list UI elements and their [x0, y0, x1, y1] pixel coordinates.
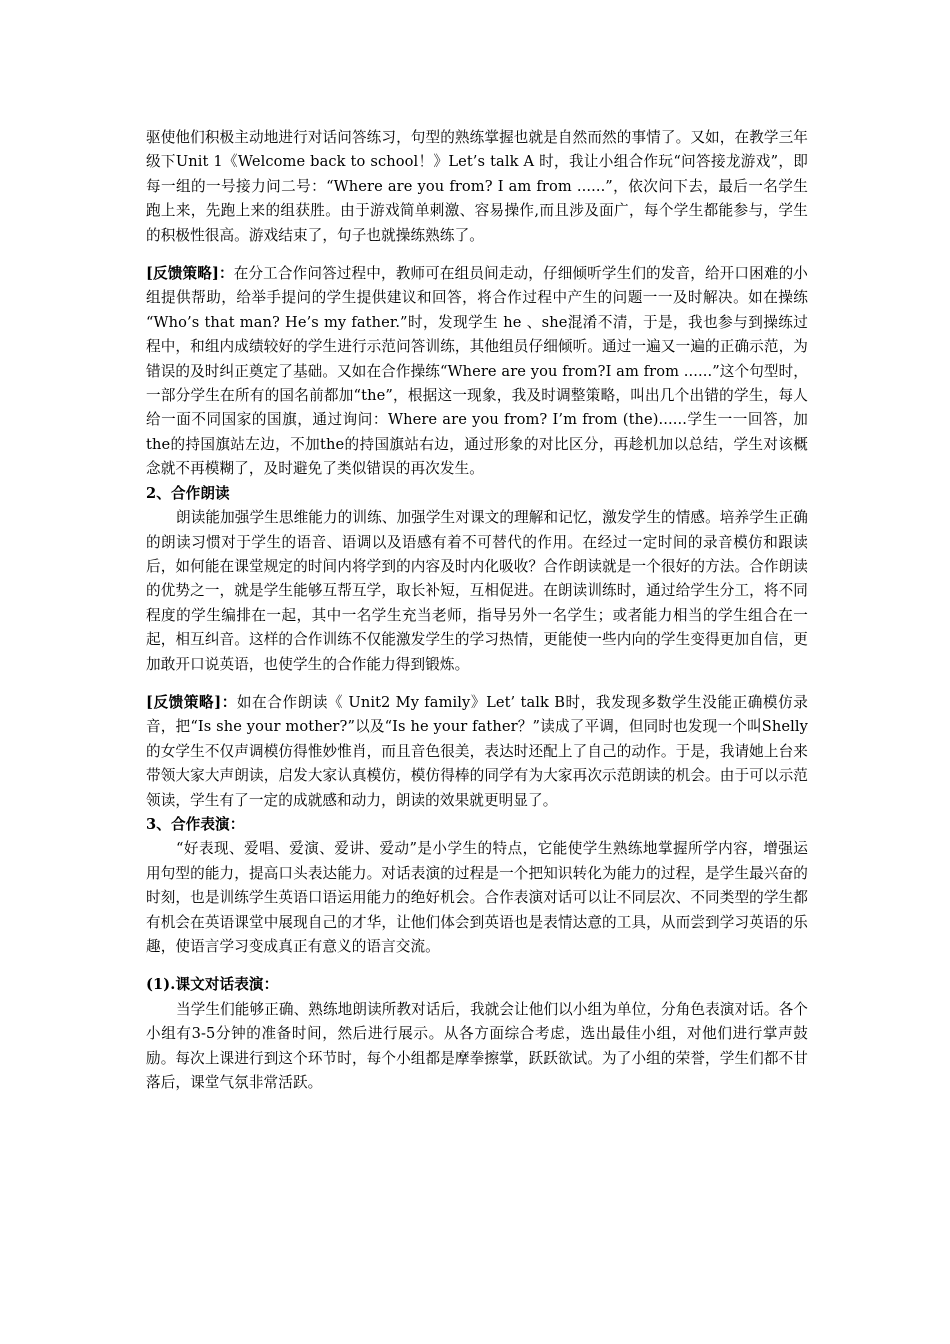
feedback-text: 在分工合作问答过程中，教师可在组员间走动，仔细倾听学生们的发音，给开口困难的小组提供帮助，给举手提问的学生提供建议和回答，将合作过程中产生的问题一一及时解决。如在操练 “Who’s that man? He’s my father.”时，发现学生 he 、she混淆不清，于是，我也参与到操练过程中，和组内成绩较好的学生进行示范问答训练，其他组员仔细倾听。通过一遍又一遍的正确示范，为错误的及时纠正奠定了基础。又如在合作操练“Where are you from?I am from ......”这个句型时，一部分学生在所有的国名前都加“the”，根据这一现象，我及时调整策略，叫出几个出错的学生，每人给一面不同国家的国旗，通过询问：Where are you from? I’m from (the)......学生一一回答，加the的持国旗站左边，不加the的持国旗站右边，通过形象的对比区分，再趁机加以总结，学生对该概念就不再模糊了，及时避免了类似错误的再次发生。 [146, 265, 809, 478]
feedback-label: [反馈策略]： [146, 693, 237, 711]
section-heading-cooperative-performance: 3、合作表演： [146, 815, 245, 833]
paragraph-feedback-2 [146, 691, 808, 813]
feedback-text: 如在合作朗读《 Unit2 My family》Let’ talk B时，我发现多数学生没能正确模仿录音，把“Is she your mother?”以及“Is he your father？”读成了平调，但同时也发现一个叫Shelly的女学生不仅声调模仿得惟妙惟肖，而且音色很美，表达时还配上了自己的动作。于是，我请她上台来带领大家大声朗读，启发大家认真模仿，模仿得棒的同学有为大家再次示范朗读的机会。由于可以示范领读，学生有了一定的成就感和动力，朗读的效果就更明显了。 [146, 693, 808, 809]
feedback-label: [反馈策略]： [146, 265, 234, 283]
paragraph-cooperative-performance: “好表现、爱唱、爱演、爱讲、爱动”是小学生的特点，它能使学生熟练地掌握所学内容，增强运用句型的能力，提高口头表达能力。对话表演的过程是一个把知识转化为能力的过程，是学生最兴奋的时刻，也是训练学生英语口语运用能力的绝好机会。合作表演对话可以让不同层次、不同类型的学生都有机会在英语课堂中展现自己的才华，让他们体会到英语也是表情达意的工具，从而尝到学习英语的乐趣，使语言学习变成真正有意义的语言交流。 [146, 840, 808, 955]
paragraph-game-relay: 驱使他们积极主动地进行对话问答练习，句型的熟练掌握也就是自然而然的事情了。又如，在教学三年级下Unit 1《Welcome back to school！》Let’s talk A 时，我让小组合作玩“问答接龙游戏”，即每一组的一号接力问二号：“Where are you from? I am from ......”，依次问下去，最后一名学生跑上来，先跑上来的组获胜。由于游戏简单刺激、容易操作,而且涉及面广，每个学生都能参与，学生的积极性很高。游戏结束了，句子也就操练熟练了。 [146, 129, 808, 244]
paragraph-cooperative-reading: 朗读能加强学生思维能力的训练、加强学生对课文的理解和记忆，激发学生的情感。培养学生正确的朗读习惯对于学生的语音、语调以及语感有着不可替代的作用。在经过一定时间的录音模仿和跟读后，如何能在课堂规定的时间内将学到的内容及时内化吸收？合作朗读就是一个很好的方法。合作朗读的优势之一，就是学生能够互帮互学，取长补短，互相促进。在朗读训练时，通过给学生分工，将不同程度的学生编排在一起，其中一名学生充当老师，指导另外一名学生；或者能力相当的学生组合在一起，相互纠音。这样的合作训练不仅能激发学生的学习热情，更能使一些内向的学生变得更加自信，更加敢开口说英语，也使学生的合作能力得到锻炼。 [146, 509, 808, 673]
section-heading-cooperative-reading: 2、合作朗读 [146, 484, 230, 502]
paragraph-feedback-1 [146, 262, 808, 482]
document-body [146, 126, 808, 1095]
paragraph-dialogue-performance: 当学生们能够正确、熟练地朗读所教对话后，我就会让他们以小组为单位，分角色表演对话。各个小组有3-5分钟的准备时间，然后进行展示。从各方面综合考虑，选出最佳小组，对他们进行掌声鼓励。每次上课进行到这个环节时，每个小组都是摩拳擦掌，跃跃欲试。为了小组的荣誉，学生们都不甘落后，课堂气氛非常活跃。 [146, 1000, 808, 1092]
subsection-heading-dialogue-performance: (1).课文对话表演： [146, 976, 279, 994]
